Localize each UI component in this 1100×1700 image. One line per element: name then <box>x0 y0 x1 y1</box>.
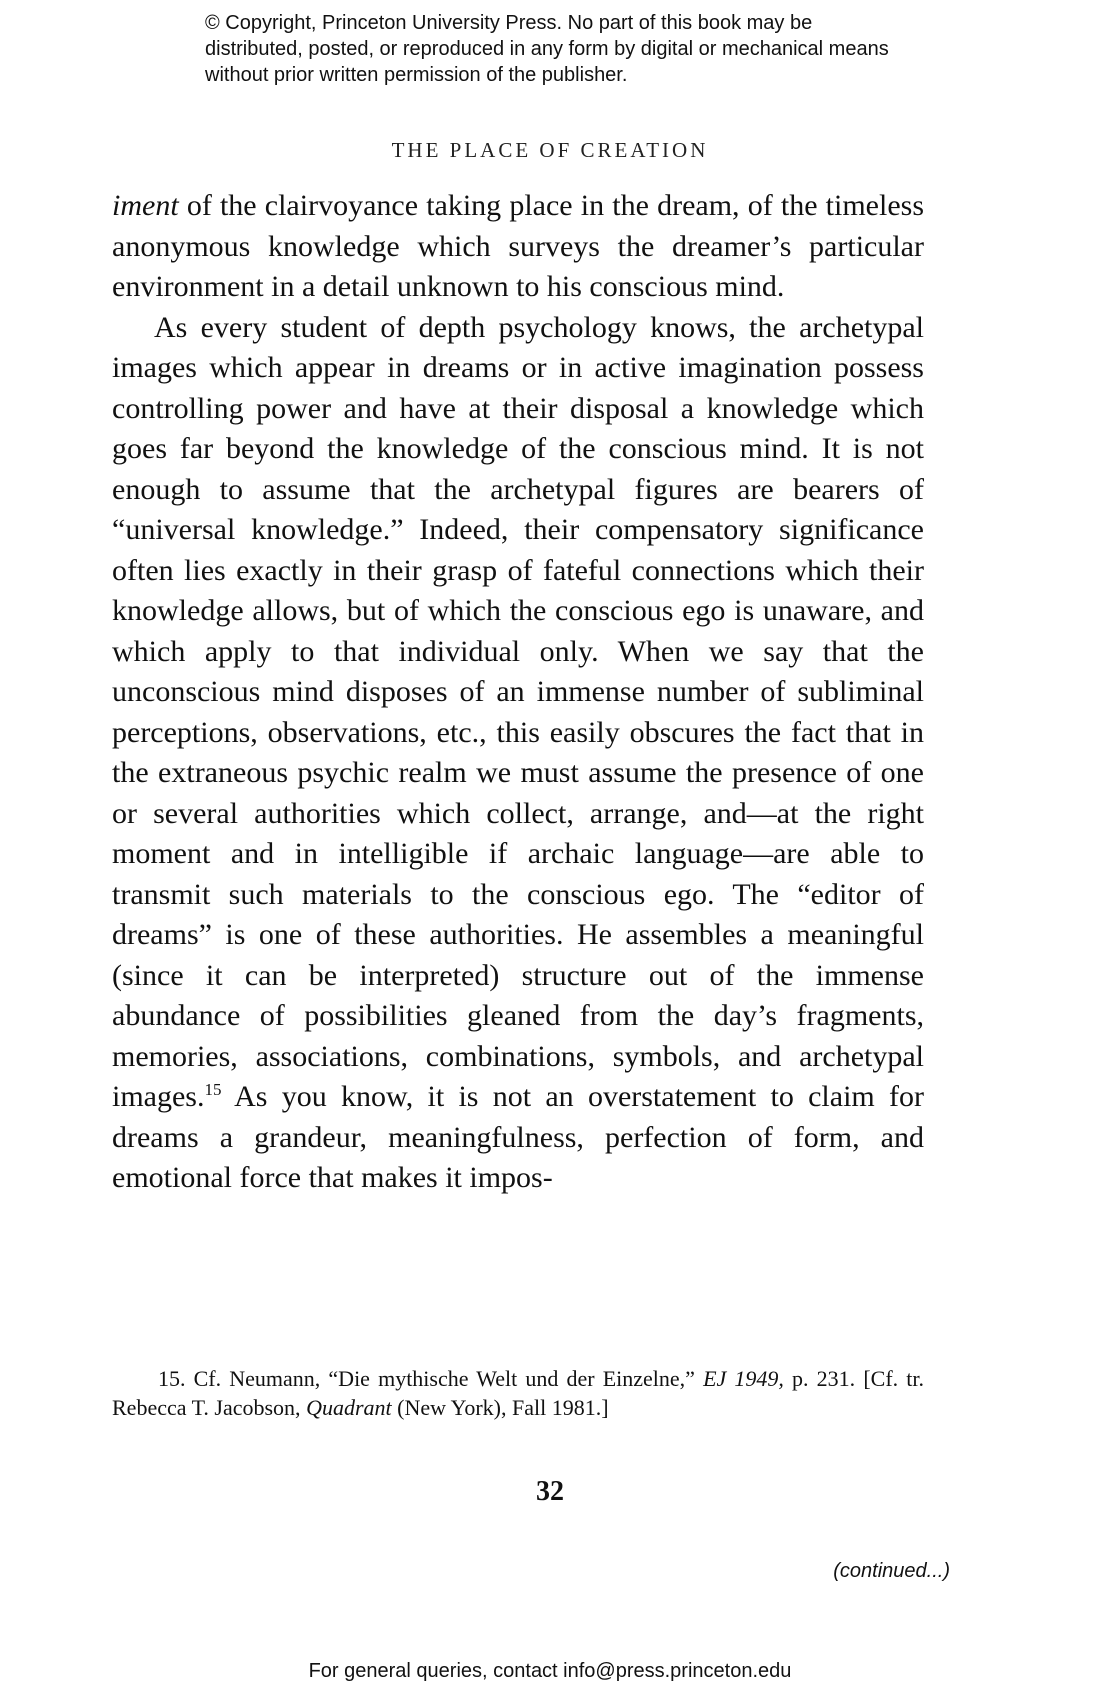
paragraph-2-continuation: As you know, it is not an overstatement to claim for dreams a grandeur, meaningfulness, perfection of form, and emotional force that makes it impos- <box>112 1080 924 1194</box>
footnote-journal: EJ 1949, <box>703 1366 784 1391</box>
page-number: 32 <box>536 1476 564 1507</box>
footnote-reference[interactable]: 15 <box>204 1080 222 1099</box>
footnote <box>112 1364 924 1422</box>
paragraph-2-text: As every student of depth psychology knows, the archetypal images which appear in dreams or in active imagination possess controlling power and have at their disposal a knowledge which goes far beyond the knowledge of the conscious mind. It is not enough to assume that the archetypal figures are bearers of “universal knowledge.” Indeed, their compensatory significance often lies exactly in their grasp of fateful connections which their knowledge allows, but of which the conscious ego is unaware, and which apply to that individual only. When we say that the unconscious mind disposes of an immense number of subliminal perceptions, observations, etc., this easily obscures the fact that in the extraneous psychic realm we must assume the presence of one or several authorities which collect, arrange, and—at the right moment and in intelligible if archaic language—are able to transmit such materials to the conscious ego. The “editor of dreams” is one of these authorities. He assembles a meaningful (since it can be interpreted) structure out of the immense abundance of possibilities gleaned from the day’s fragments, memories, associations, combinations, symbols, and archetypal images. <box>112 310 924 1113</box>
footnote-15 <box>112 1364 924 1422</box>
contact-line: For general queries, contact info@press.princeton.edu <box>308 1660 792 1682</box>
main-text <box>112 186 924 1199</box>
footnote-lead: 15. Cf. Neumann, “Die mythische Welt und der Einzelne,” <box>158 1366 704 1391</box>
footnote-mid: p. 231. [Cf. tr. Rebecca T. Jacobson, <box>112 1366 924 1420</box>
italic-fragment: iment <box>112 189 179 222</box>
running-head: THE PLACE OF CREATION <box>391 138 709 162</box>
paragraph-1-text: of the clairvoyance taking place in the dream, of the timeless anonymous knowledge which surveys the dreamer’s particular environment in a detail unknown to his conscious mind. <box>112 189 924 303</box>
footnote-tail: (New York), Fall 1981.] <box>391 1395 609 1420</box>
paragraph-1 <box>112 186 924 308</box>
paragraph-2 <box>112 308 924 1199</box>
continued-note: (continued...) <box>833 1560 950 1582</box>
footnote-quadrant: Quadrant <box>306 1395 392 1420</box>
copyright-notice: © Copyright, Princeton University Press. No part of this book may be distributed, posted, or reproduced in any form by digital or mechanical means without prior written permission of the publisher. <box>205 12 889 86</box>
